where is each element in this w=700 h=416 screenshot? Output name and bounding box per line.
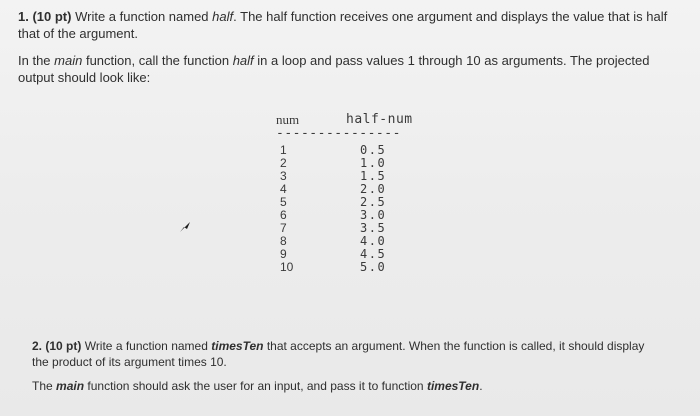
row-num: 10 bbox=[280, 260, 294, 274]
output-row bbox=[270, 261, 490, 274]
question-2-instructions bbox=[32, 378, 652, 394]
question-2-para2-a: The bbox=[32, 379, 53, 393]
row-half: 0.5 bbox=[360, 143, 387, 157]
question-1-para2-a: In the bbox=[18, 53, 51, 68]
row-half: 1.5 bbox=[360, 169, 387, 183]
question-2-points: (10 pt) bbox=[45, 339, 82, 353]
row-half: 3.5 bbox=[360, 221, 387, 235]
row-half: 1.0 bbox=[360, 156, 387, 170]
column-header-num: num bbox=[276, 112, 300, 127]
question-2-para2-c: . bbox=[479, 379, 483, 393]
question-2 bbox=[32, 338, 652, 402]
row-num: 5 bbox=[280, 195, 287, 209]
row-num: 3 bbox=[280, 169, 287, 183]
output-rows bbox=[270, 144, 490, 274]
row-num: 8 bbox=[280, 234, 287, 248]
row-num: 6 bbox=[280, 208, 287, 222]
question-1-func-name: half bbox=[212, 9, 234, 24]
question-1-intro: Write a function named bbox=[75, 9, 209, 24]
question-2-main-word: main bbox=[56, 379, 85, 393]
question-2-intro: Write a function named bbox=[84, 339, 208, 353]
row-num: 7 bbox=[280, 221, 287, 235]
row-num: 2 bbox=[280, 156, 287, 170]
row-num: 4 bbox=[280, 182, 287, 196]
question-2-desc: that accepts an argument. When the function is called, it should display the product of its argument times 10. bbox=[32, 339, 645, 369]
row-half: 5.0 bbox=[360, 260, 387, 274]
question-1-para2-b: function, call the function bbox=[85, 53, 230, 68]
question-2-number: 2. bbox=[32, 339, 43, 353]
header-separator: --------------- bbox=[276, 126, 401, 141]
question-1-main-word: main bbox=[54, 53, 83, 68]
question-1-number: 1. bbox=[18, 9, 29, 24]
question-1-half-word: half bbox=[232, 53, 254, 68]
question-2-para2-b: function should ask the user for an input, and pass it to function bbox=[87, 379, 424, 393]
question-1-instructions bbox=[18, 52, 683, 86]
row-num: 1 bbox=[280, 143, 287, 157]
question-2-statement bbox=[32, 338, 652, 370]
row-half: 4.5 bbox=[360, 247, 387, 261]
question-2-func-name: timesTen bbox=[211, 339, 264, 353]
row-half: 2.5 bbox=[360, 195, 387, 209]
mouse-pointer-icon bbox=[178, 220, 192, 234]
question-1-points: (10 pt) bbox=[32, 9, 72, 24]
question-1-desc: . The half function receives one argument and displays the value that is half that of the argument. bbox=[18, 9, 668, 41]
column-header-half-num: half-num bbox=[346, 112, 413, 127]
row-num: 9 bbox=[280, 247, 287, 261]
row-half: 2.0 bbox=[360, 182, 387, 196]
question-2-func-name-2: timesTen bbox=[426, 379, 480, 393]
question-1-statement bbox=[18, 8, 683, 42]
question-1-para2-c: in a loop and pass values 1 through 10 as arguments. The projected output should look like: bbox=[18, 53, 650, 85]
example-output-table bbox=[270, 112, 490, 312]
question-1 bbox=[18, 8, 683, 96]
row-half: 4.0 bbox=[360, 234, 387, 248]
row-half: 3.0 bbox=[360, 208, 387, 222]
